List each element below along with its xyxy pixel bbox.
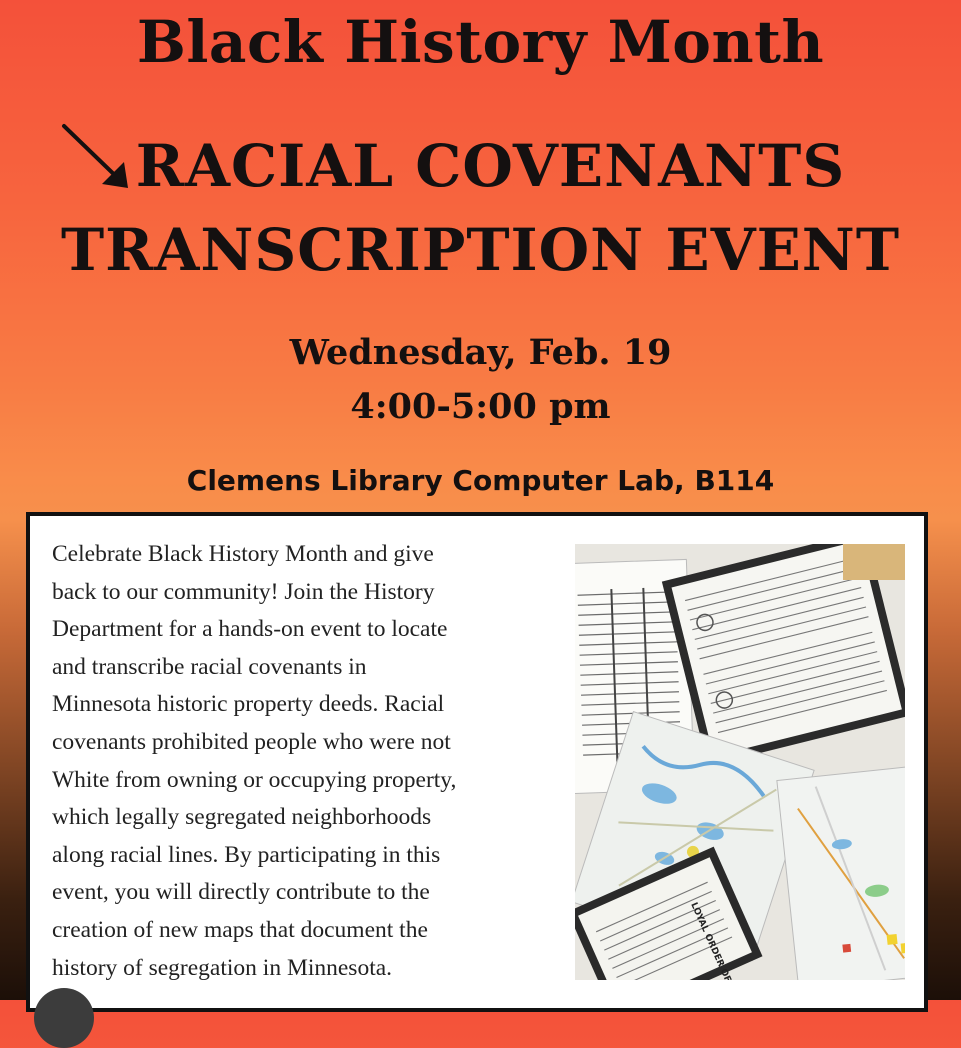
description-line: back to our community! Join the History (52, 578, 435, 605)
description-line: creation of new maps that document the (52, 916, 428, 943)
event-title-line2: TRANSCRIPTION EVENT (61, 216, 900, 284)
event-time: 4:00-5:00 pm (350, 386, 611, 427)
deeds-maps-illustration (575, 544, 905, 980)
description-line: Celebrate Black History Month and give (52, 541, 434, 567)
event-title-line1: RACIAL COVENANTS (135, 132, 846, 200)
description-card (26, 512, 928, 1012)
poster-title: Black History Month (136, 8, 825, 76)
deeds-and-maps-photo (575, 544, 905, 980)
event-description (52, 536, 547, 987)
description-line: Minnesota historic property deeds. Racial (52, 691, 445, 718)
description-line: White from owning or occupying property, (52, 766, 457, 793)
description-line: and transcribe racial covenants in (52, 653, 367, 680)
description-line: covenants prohibited people who were not (52, 728, 451, 755)
event-date: Wednesday, Feb. 19 (289, 332, 672, 373)
description-line: history of segregation in Minnesota. (52, 954, 393, 981)
description-line: which legally segregated neighborhoods (52, 804, 432, 831)
avatar (34, 988, 94, 1048)
description-line: event, you will directly contribute to the (52, 879, 430, 906)
description-line: along racial lines. By participating in this (52, 841, 441, 868)
description-line: Department for a hands-on event to locate (52, 616, 448, 643)
event-location: Clemens Library Computer Lab, B114 (186, 464, 775, 497)
